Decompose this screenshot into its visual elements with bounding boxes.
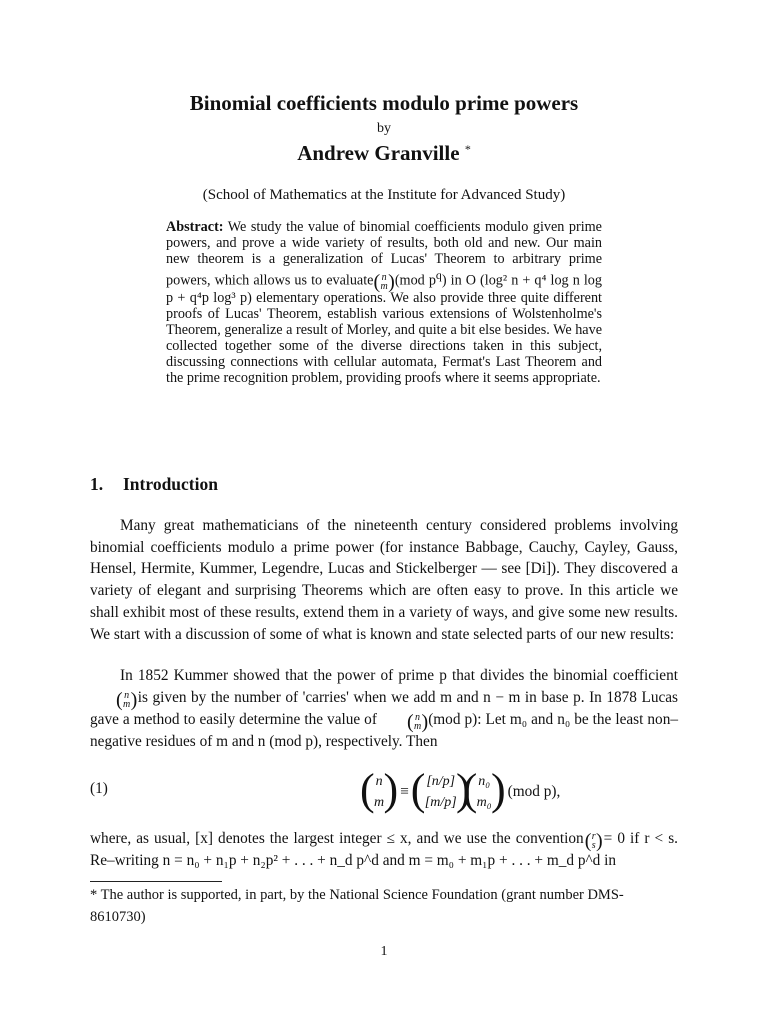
binom-bottom: m₀: [476, 795, 492, 810]
abstract-text-b: (mod p: [394, 272, 436, 289]
section-number: 1.: [90, 474, 104, 494]
p3-text-a: where, as usual, [x] denotes the largest integer ≤ x, and we use the convention: [90, 830, 584, 847]
eq-binom-nm: [364, 770, 394, 814]
binom-top: ( n₀: [478, 774, 491, 789]
p2-text-a: In 1852 Kummer showed that the power of prime p that divides the binomial coefficient: [120, 667, 678, 684]
paper-title: Binomial coefficients modulo prime powers: [189, 91, 579, 115]
abstract: [166, 220, 602, 387]
p2-binom-1: [90, 691, 133, 709]
abstract-text-a: We study the value of binomial coefficients modulo given prime powers, and prove a wide variety of results, both old and new. Our main new theorem is a generalization of Lucas' Theorem to arbitrary prime powers, which allows us to evaluate: [166, 219, 602, 289]
paragraph-1: Many great mathematicians of the nineteenth century considered problems involving binomial coefficients modulo a prime power (for instance Babbage, Cauchy, Cayley, Gauss, Hensel, Hermite, Kummer, Legendre, Lucas and Stickelberger — see [Di]). They discovered a variety of elegant and surprising Theorems which are often easy to prove. In this article we shall exhibit most of these results, extend them in a variety of ways, and give some new results. We start with a discussion of some of what is known and state selected parts of our new results:: [90, 517, 678, 643]
binom-bottom: [m/p]: [424, 795, 457, 810]
author-footnote-mark: *: [464, 142, 471, 156]
p2-binom-2: [381, 713, 424, 731]
p2-text-b: is given by the number of 'carries' when we add m and n − m in base p. In 1878 Lucas gave a method to easily determine the value of: [90, 688, 679, 728]
binom-top: ( n: [124, 689, 130, 701]
eq-mod: (mod p),: [507, 783, 561, 800]
by-line: by: [377, 121, 391, 136]
binom-bottom: m: [413, 720, 422, 732]
section-heading: [90, 474, 218, 495]
footnote-rule: [90, 881, 222, 882]
congruence-symbol: ≡: [400, 783, 409, 800]
paragraph-2: [90, 665, 678, 752]
binom-top: ( n: [415, 711, 421, 723]
binom-top: ( n: [381, 272, 387, 284]
binom-bottom: m: [123, 698, 131, 710]
abstract-text-b-sup: q: [435, 267, 442, 282]
author-name: [0, 141, 768, 166]
section-title: Introduction: [123, 474, 218, 494]
binom-top: ( [n/p]: [426, 774, 456, 789]
p3-text-b: = 0 if r < s. Re–writing n = n₀ + n₁p + n₂p² + . . . + n_d p^d and m = m₀ + m₁p + . . . + m_d p^d in: [90, 830, 678, 869]
author-text: Andrew Granville: [297, 141, 460, 165]
binom-top: ( r: [591, 831, 596, 842]
equation-1: [90, 768, 678, 818]
equation-number: (1): [90, 780, 108, 797]
abstract-label: Abstract:: [166, 219, 224, 235]
binom-bottom: m: [374, 795, 385, 810]
eq-binom-residues: [467, 770, 502, 814]
p3-binom: [589, 832, 599, 850]
binom-bottom: m: [380, 281, 388, 293]
abstract-text-c: ) in O (log² n + q⁴ log n log p + q⁴p log³ p) elementary operations. We also provide three quite different proofs of Lucas' Theorem, establish various extensions of Wolstenholme's Theorem, generalize a result of Morley, and quite a bit else besides. We have collected together some of the diverse directions taken in this subject, discussing connections with cellular automata, Fermat's Last Theorem and the prime recognition problem, providing proofs where it seems appropriate.: [166, 272, 602, 386]
footnote: * The author is supported, in part, by the National Science Foundation (grant number DMS-8610730): [90, 887, 624, 925]
p2-text-c: (mod p): Let m₀ and n₀ be the least non–negative residues of m and n (mod p), respectively. Then: [90, 710, 678, 750]
paragraph-3: [90, 828, 678, 872]
abstract-binom: [378, 273, 391, 291]
affiliation: (School of Mathematics at the Institute for Advanced Study): [202, 187, 566, 203]
page-number: 1: [380, 944, 388, 959]
binom-bottom: s: [591, 840, 596, 851]
equation-body: [364, 770, 566, 814]
binom-top: ( n: [375, 774, 383, 789]
eq-binom-floor: [415, 770, 467, 814]
